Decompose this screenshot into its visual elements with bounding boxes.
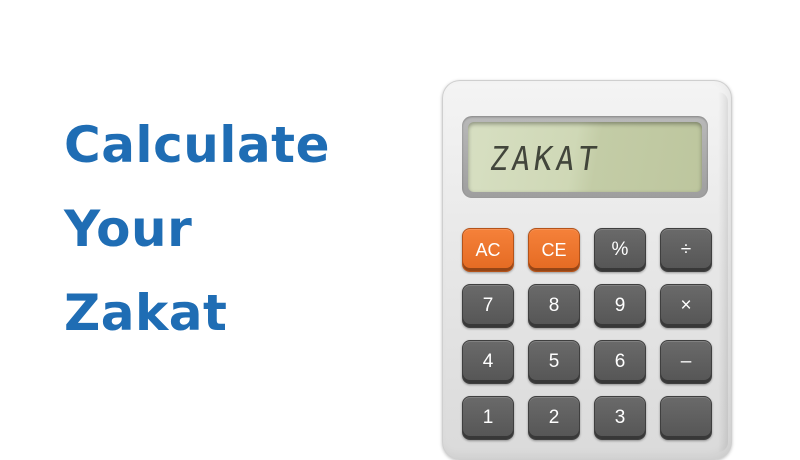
headline-line-2: Your (64, 200, 193, 258)
key-percent[interactable]: % (594, 228, 646, 272)
key-7[interactable]: 7 (462, 284, 514, 328)
calculator-display-frame (462, 116, 708, 198)
key-multiply[interactable]: × (660, 284, 712, 328)
calculator (442, 80, 732, 460)
key-2[interactable]: 2 (528, 396, 580, 440)
key-9[interactable]: 9 (594, 284, 646, 328)
headline (64, 103, 330, 355)
headline-line-1: Calculate (64, 116, 330, 174)
key-4[interactable]: 4 (462, 340, 514, 384)
calculator-display (468, 122, 702, 192)
key-all-clear[interactable]: AC (462, 228, 514, 272)
key-divide[interactable]: ÷ (660, 228, 712, 272)
display-text: ZAKAT (487, 140, 604, 179)
key-blank[interactable] (660, 396, 712, 440)
key-8[interactable]: 8 (528, 284, 580, 328)
calculator-edge-shading (718, 92, 728, 452)
key-3[interactable]: 3 (594, 396, 646, 440)
key-5[interactable]: 5 (528, 340, 580, 384)
headline-line-3: Zakat (64, 284, 228, 342)
key-1[interactable]: 1 (462, 396, 514, 440)
key-clear-entry[interactable]: CE (528, 228, 580, 272)
key-subtract[interactable]: – (660, 340, 712, 384)
calculator-keypad (462, 228, 712, 440)
key-6[interactable]: 6 (594, 340, 646, 384)
